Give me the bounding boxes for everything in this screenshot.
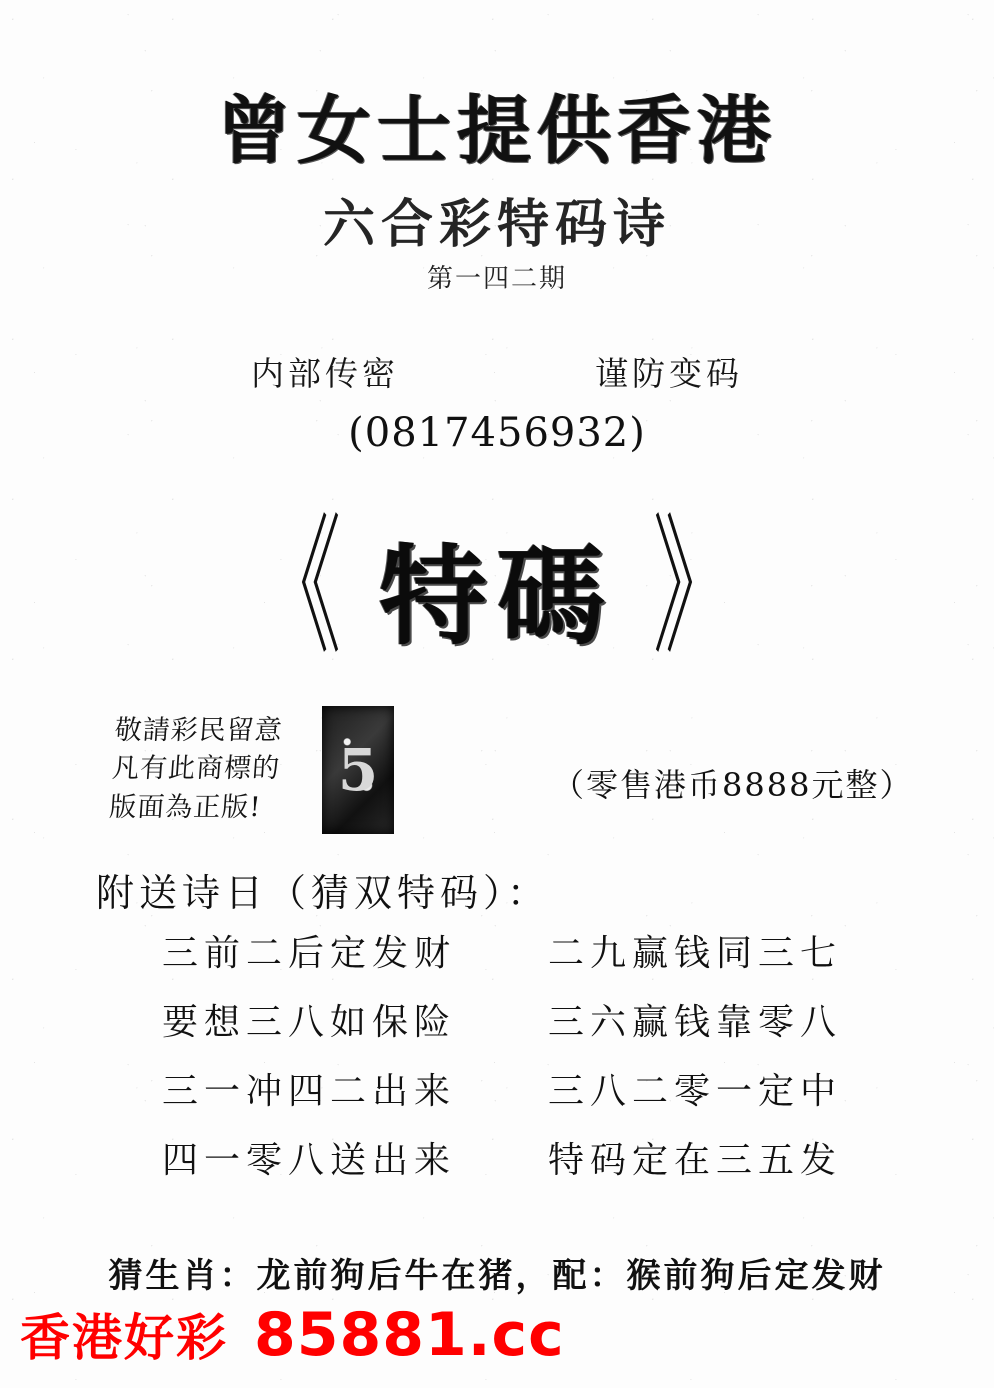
poem-line: 特码定在三五发 [548,1140,843,1181]
notice-row [0,348,994,395]
bracket-left-icon: 《 [258,500,342,675]
authenticity-notice [108,712,284,827]
zodiac-guess-line: 猜生肖：龙前狗后牛在猪，配：猴前狗后定发财 [108,1256,886,1296]
special-code-label: 特碼 [378,534,615,660]
special-code-banner [0,500,994,675]
trademark-stamp-icon: 5 [322,706,394,834]
authenticity-notice-line-3: 版面為正版! [108,791,263,823]
footer-watermark [20,1298,565,1370]
poem-line: 二九赢钱同三七 [548,933,843,974]
poem-line: 三前二后定发财 [162,933,457,974]
footer-brand: 香港好彩 [20,1308,228,1367]
bonus-poem-title: 附送诗日（猜双特码）： [96,871,551,915]
poem-line: 三八二零一定中 [548,1071,843,1112]
poem-grid [128,925,918,1183]
issue-number: 第一四二期 [426,264,567,294]
notice-left-text: 内部传密 [251,354,399,393]
bracket-right-icon: 》 [652,500,736,675]
notice-right-text: 谨防变码 [595,354,743,393]
retail-price: （零售港币8888元整） [552,766,914,804]
poem-line: 四一零八送出来 [162,1140,457,1181]
footer-url: 85881.cc [254,1300,565,1370]
poem-line: 三六赢钱靠零八 [548,1002,843,1043]
serial-code: (0817456932) [348,410,646,456]
page-subtitle: 六合彩特码诗 [322,194,671,255]
poem-line: 三一冲四二出来 [162,1071,457,1112]
authenticity-notice-line-1: 敬請彩民留意 [113,715,284,746]
page-title: 曾女士提供香港 [217,88,777,174]
authenticity-notice-line-2: 凡有此商標的 [110,753,282,785]
poem-line: 要想三八如保险 [162,1002,457,1043]
